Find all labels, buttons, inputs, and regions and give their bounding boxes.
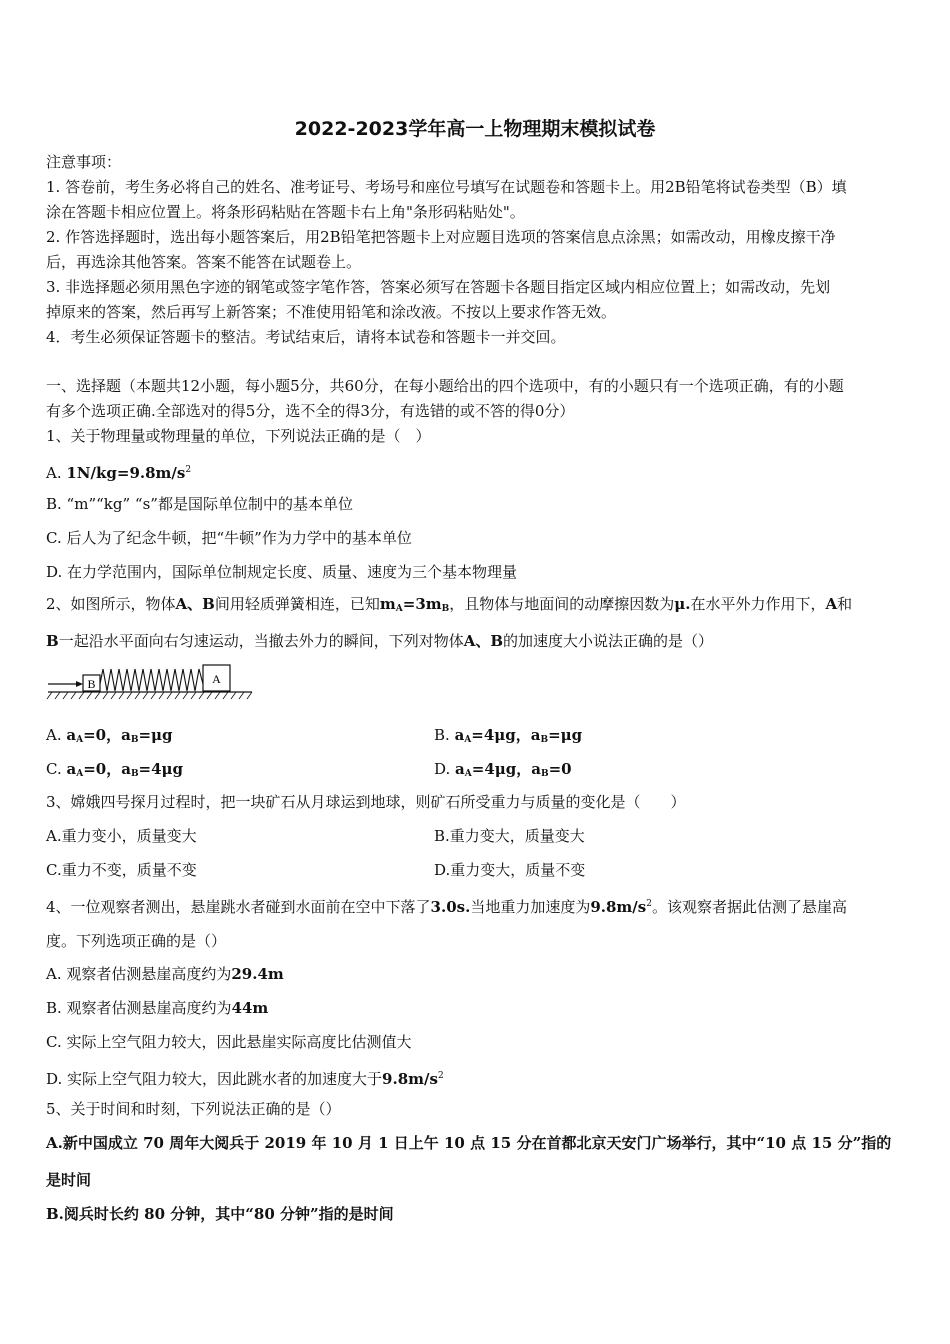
- q2-option-sub: B: [540, 769, 549, 779]
- q2-stem-text: 间用轻质弹簧相连，已知: [214, 595, 380, 613]
- notice-line-1: 1. 答卷前，考生务必将自己的姓名、准考证号、考场号和座位号填写在试题卷和答题卡上。用2B铅笔将试卷类型（B）填: [46, 178, 847, 196]
- spring: [100, 669, 203, 691]
- q4-stem-text: 当地重力加速度为: [470, 898, 591, 916]
- q5-a-part: 1: [378, 1134, 389, 1152]
- q1-option-d: D. 在力学范围内，国际单位制规定长度、质量、速度为三个基本物理量: [46, 563, 518, 581]
- q3-option-b: B.重力变大，质量变大: [434, 827, 585, 845]
- q2-option-sub: A: [464, 735, 472, 745]
- q1-stem: 1、关于物理量或物理量的单位，下列说法正确的是（ ）: [46, 427, 431, 445]
- q4-stem-line-2: 度。下列选项正确的是（）: [46, 932, 227, 950]
- q2-stem-b: B: [46, 632, 59, 650]
- q2-option-prefix: A.: [46, 726, 67, 744]
- q2-option-part: =4μg，a: [471, 726, 541, 744]
- q2-option-body: [66, 760, 183, 778]
- q5-a-part: 10: [443, 1134, 465, 1152]
- q1-option-a: [46, 460, 191, 483]
- block-a-label: A: [212, 672, 221, 686]
- q1-option-b: B. “m”“kg” “s”都是国际单位制中的基本单位: [46, 495, 353, 513]
- notice-line-6: 掉原来的答案，然后再写上新答案；不准使用铅笔和涂改液。不按以上要求作答无效。: [46, 303, 617, 321]
- q2-option-body: [66, 726, 172, 744]
- q3-option-d: D.重力变大，质量不变: [434, 861, 586, 879]
- q2-option-body: [455, 760, 572, 778]
- q4-stem-text: 。该观察者据此估测了悬崖高: [651, 898, 847, 916]
- q2-option-part: a: [454, 726, 465, 744]
- q5-option-b: [46, 1204, 394, 1224]
- q4-option-text: B. 观察者估测悬崖高度约为: [46, 999, 232, 1017]
- q5-option-a-line-2: 是时间: [46, 1171, 92, 1189]
- q1-a-body: 1N/kg=9.8m/s: [66, 464, 186, 482]
- q2-option-c: [46, 759, 183, 784]
- q2-option-part: a: [66, 726, 77, 744]
- q5-a-part: 分在首都北京天安门广场举行，其中“: [516, 1134, 766, 1152]
- q2-option-prefix: B.: [434, 726, 455, 744]
- q2-stem-mu: μ.: [674, 595, 691, 613]
- q2-option-part: =0，a: [83, 760, 131, 778]
- q2-option-sub: A: [76, 769, 84, 779]
- q4-option-a: [46, 964, 284, 984]
- q2-option-sub: B: [130, 769, 139, 779]
- q3-option-c: C.重力不变，质量不变: [46, 861, 197, 879]
- q4-stem-sup: 2: [646, 899, 652, 909]
- q2-option-part: =0: [548, 760, 572, 778]
- q5-a-part: 点: [470, 1134, 486, 1152]
- q5-b-part: 分钟”指的是时间: [280, 1205, 394, 1223]
- q4-option-text: A. 观察者估测悬崖高度约为: [46, 965, 232, 983]
- q5-stem: 5、关于时间和时刻，下列说法正确的是（）: [46, 1100, 341, 1118]
- q5-a-part: A.新中国成立: [46, 1134, 138, 1152]
- q2-option-body: [455, 726, 583, 744]
- q4-option-d: [46, 1066, 444, 1089]
- q5-option-a-line-1: [46, 1133, 891, 1153]
- section-line-2: 有多个选项正确.全部选对的得5分，选不全的得3分，有选错的或不答的得0分）: [46, 402, 575, 420]
- q5-a-part: 10: [765, 1134, 786, 1152]
- q2-option-b: [434, 725, 582, 750]
- q2-stem-line-2: [46, 631, 713, 651]
- section-line-1: 一、选择题（本题共12小题，每小题5分，共60分，在每小题给出的四个选项中，有的小题只有一个选项正确，有的小题: [46, 377, 844, 395]
- q2-option-a: [46, 725, 172, 750]
- q2-stem-a: A: [825, 595, 838, 613]
- q4-stem-time: 3.0s.: [430, 898, 471, 916]
- q5-a-part: 2019: [264, 1134, 307, 1152]
- q4-option-value: 9.8m/s: [382, 1070, 438, 1088]
- q4-stem-line-1: [46, 894, 847, 917]
- q2-stem-sub: B: [441, 604, 450, 614]
- force-arrowhead: [76, 681, 83, 687]
- block-b-label: B: [87, 677, 96, 691]
- q2-option-part: =0，a: [83, 726, 131, 744]
- q5-a-part: 点: [791, 1134, 807, 1152]
- q5-a-part: 日上午: [393, 1134, 439, 1152]
- notice-line-5: 3. 非选择题必须用黑色字迹的钢笔或签字笔作答，答案必须写在答题卡各题目指定区域内相应位置上；如需改动，先划: [46, 278, 831, 296]
- notice-heading: 注意事项：: [46, 153, 122, 171]
- q2-stem-text: 一起沿水平面向右匀速运动，当撤去外力的瞬间，下列对物体: [58, 632, 464, 650]
- q4-option-value: 44m: [231, 999, 269, 1017]
- q5-a-part: 15: [811, 1134, 833, 1152]
- q2-option-prefix: C.: [46, 760, 67, 778]
- q2-stem-ab: A、B: [463, 632, 504, 650]
- q2-option-part: a: [66, 760, 77, 778]
- q2-option-prefix: D.: [434, 760, 456, 778]
- q2-option-part: =μg: [548, 726, 583, 744]
- q2-option-part: =μg: [138, 726, 173, 744]
- q5-a-part: 周年大阅兵于: [169, 1134, 260, 1152]
- q5-b-part: 80: [144, 1205, 166, 1223]
- q4-option-c: C. 实际上空气阻力较大，因此悬崖实际高度比估测值大: [46, 1033, 412, 1051]
- q2-stem-text: 在水平外力作用下，: [690, 595, 826, 613]
- q2-option-sub: B: [540, 735, 549, 745]
- q4-option-b: [46, 998, 268, 1018]
- q2-option-part: =4μg，a: [471, 760, 541, 778]
- q5-a-part: 70: [143, 1134, 164, 1152]
- notice-line-7: 4．考生必须保证答题卡的整洁。考试结束后，请将本试卷和答题卡一并交回。: [46, 328, 566, 346]
- q4-option-sup: 2: [437, 1071, 444, 1081]
- q2-stem-mass: [380, 595, 449, 613]
- q2-stem-line-1: [46, 594, 852, 619]
- q2-option-part: =4μg: [138, 760, 184, 778]
- notice-line-2: 涂在答题卡相应位置上。将条形码粘贴在答题卡右上角"条形码粘贴处"。: [46, 203, 525, 221]
- q5-b-part: B.阅兵时长约: [46, 1205, 139, 1223]
- q2-option-d: [434, 759, 572, 784]
- q1-option-c: C. 后人为了纪念牛顿，把“牛顿”作为力学中的基本单位: [46, 529, 412, 547]
- q2-stem-m: m: [379, 595, 396, 613]
- q1-a-prefix: A.: [46, 464, 67, 482]
- q2-option-part: a: [455, 760, 465, 778]
- q5-a-part: 月: [357, 1134, 373, 1152]
- q2-stem-text: 的加速度大小说法正确的是（）: [503, 632, 714, 650]
- q5-a-part: 10: [331, 1134, 353, 1152]
- q2-stem-text: 和: [837, 595, 853, 613]
- q5-b-part: 80: [253, 1205, 275, 1223]
- q5-b-part: 分钟，其中“: [170, 1205, 254, 1223]
- q2-option-sub: B: [130, 735, 139, 745]
- q4-option-value: 29.4m: [231, 965, 284, 983]
- q4-stem-g: 9.8m/s: [590, 898, 647, 916]
- q4-option-text: D. 实际上空气阻力较大，因此跳水者的加速度大于: [46, 1070, 383, 1088]
- q2-stem-eq: =3m: [402, 595, 442, 613]
- q3-stem: 3、嫦娥四号探月过程时，把一块矿石从月球运到地球，则矿石所受重力与质量的变化是（ ）: [46, 793, 686, 811]
- notice-line-4: 后，再选涂其他答案。答案不能答在试题卷上。: [46, 253, 362, 271]
- spring-blocks-figure: [46, 664, 256, 706]
- q3-option-a: A.重力变小，质量变大: [46, 827, 197, 845]
- q5-a-part: 15: [490, 1134, 512, 1152]
- ground-hatch: [47, 692, 252, 699]
- q2-stem-ab: A、B: [175, 595, 215, 613]
- q1-a-sup: 2: [185, 465, 192, 475]
- q2-option-sub: A: [76, 735, 84, 745]
- q5-a-part: 年: [311, 1134, 327, 1152]
- page-title: 2022-2023学年高一上物理期末模拟试卷: [294, 118, 656, 140]
- q2-option-sub: A: [464, 769, 472, 779]
- q5-a-part: 分”指的: [837, 1134, 892, 1152]
- q2-stem-text: 2、如图所示，物体: [46, 595, 176, 613]
- q4-stem-text: 4、一位观察者测出，悬崖跳水者碰到水面前在空中下落了: [46, 898, 431, 916]
- q2-stem-sub: A: [395, 604, 403, 614]
- notice-line-3: 2. 作答选择题时，选出每小题答案后，用2B铅笔把答题卡上对应题目选项的答案信息点涂黑；如需改动，用橡皮擦干净: [46, 228, 836, 246]
- q2-stem-text: ，且物体与地面间的动摩擦因数为: [449, 595, 675, 613]
